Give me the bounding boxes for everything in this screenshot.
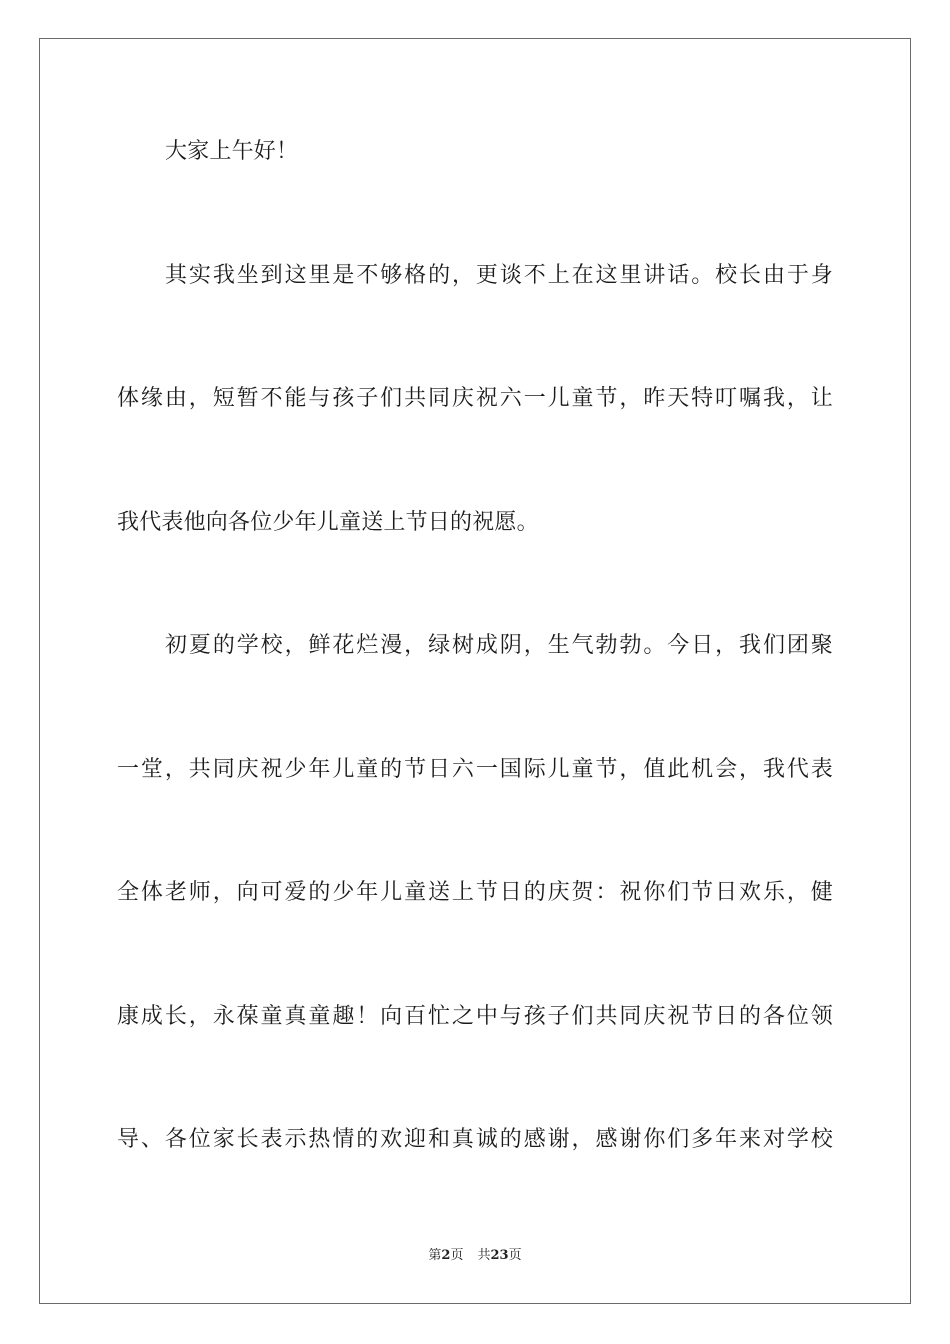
paragraph-1-line-3: 我代表他向各位少年儿童送上节日的祝愿。	[117, 510, 539, 535]
greeting-line: 大家上午好！	[165, 139, 299, 164]
page-footer	[0, 1247, 950, 1265]
total-page-number: 23	[490, 1248, 509, 1263]
total-prefix: 共	[477, 1248, 491, 1263]
paragraph-1-line-2: 体缘由，短暂不能与孩子们共同庆祝六一儿童节，昨天特叮嘱我，让	[117, 386, 833, 411]
paragraph-2-line-4: 康成长，永葆童真童趣！向百忙之中与孩子们共同庆祝节日的各位领	[117, 1004, 833, 1029]
page-border	[39, 38, 911, 1304]
paragraph-2-line-3: 全体老师，向可爱的少年儿童送上节日的庆贺：祝你们节日欢乐，健	[117, 880, 833, 905]
page-prefix: 第	[428, 1248, 442, 1263]
total-suffix: 页	[508, 1248, 522, 1263]
paragraph-2-line-5: 导、各位家长表示热情的欢迎和真诚的感谢，感谢你们多年来对学校	[117, 1127, 833, 1152]
paragraph-2-line-1: 初夏的学校，鲜花烂漫，绿树成阴，生气勃勃。今日，我们团聚	[165, 633, 833, 658]
paragraph-2-line-2: 一堂，共同庆祝少年儿童的节日六一国际儿童节，值此机会，我代表	[117, 757, 833, 782]
current-page-number: 2	[441, 1248, 451, 1263]
paragraph-1-line-1: 其实我坐到这里是不够格的，更谈不上在这里讲话。校长由于身	[165, 263, 833, 288]
page-suffix: 页	[450, 1248, 464, 1263]
